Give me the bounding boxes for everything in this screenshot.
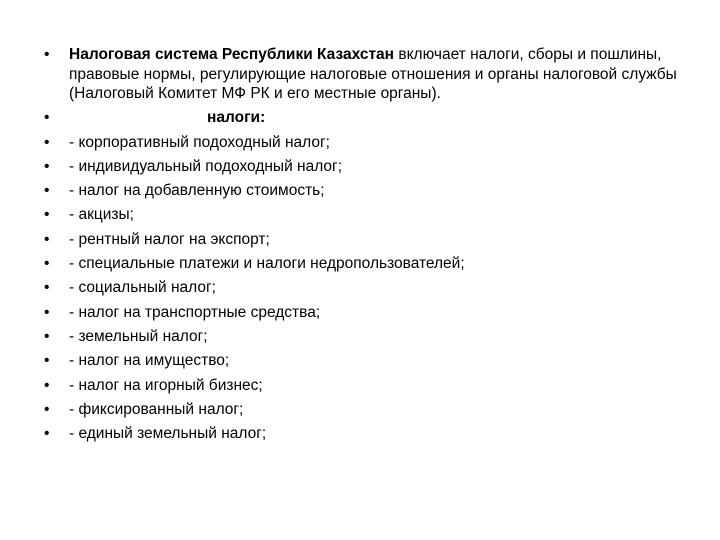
list-item-text: - единый земельный налог; xyxy=(69,425,267,443)
bullet-list xyxy=(44,45,684,448)
list-item xyxy=(44,376,684,396)
list-item xyxy=(44,278,684,298)
list-item xyxy=(44,205,684,225)
list-item xyxy=(44,157,684,177)
bullet-dot-icon: • xyxy=(44,327,50,345)
bullet-dot-icon: • xyxy=(44,206,50,224)
list-item xyxy=(44,327,684,347)
list-item xyxy=(44,254,684,274)
list-item-text: - налог на добавленную стоимость; xyxy=(69,182,325,200)
bullet-dot-icon: • xyxy=(44,352,50,370)
bullet-dot-icon: • xyxy=(44,400,50,418)
list-item xyxy=(44,133,684,153)
list-item-text: - индивидуальный подоходный налог; xyxy=(69,157,343,175)
list-item xyxy=(44,400,684,420)
list-item-text: - фиксированный налог; xyxy=(69,400,244,418)
bullet-dot-icon: • xyxy=(44,255,50,273)
bullet-dot-icon: • xyxy=(44,425,50,443)
list-item xyxy=(44,351,684,371)
list-item xyxy=(44,181,684,201)
list-item-text: - социальный налог; xyxy=(69,279,216,297)
taxes-heading: налоги: xyxy=(207,109,266,127)
bullet-dot-icon: • xyxy=(44,182,50,200)
bullet-dot-icon: • xyxy=(44,46,50,63)
list-item-text: - специальные платежи и налоги недропользователей; xyxy=(69,255,465,273)
list-item xyxy=(44,424,684,444)
intro-rest: включает налоги, сборы и пошлины, правовые нормы, регулирующие налоговые отношения и органы налоговой службы (Налоговый Комитет МФ РК и его местные органы). xyxy=(69,46,677,102)
list-item-text: - акцизы; xyxy=(69,206,134,224)
intro-lead: Налоговая система Республики Казахстан xyxy=(69,46,395,63)
bullet-dot-icon: • xyxy=(44,157,50,175)
bullet-dot-icon: • xyxy=(44,279,50,297)
list-item xyxy=(44,230,684,250)
bullet-dot-icon: • xyxy=(44,230,50,248)
taxes-heading-item xyxy=(44,108,684,128)
list-item-text: - налог на транспортные средства; xyxy=(69,303,321,321)
list-item-text: - корпоративный подоходный налог; xyxy=(69,133,330,151)
list-item-text: - налог на игорный бизнес; xyxy=(69,376,263,394)
list-item-text: - рентный налог на экспорт; xyxy=(69,230,270,248)
intro-paragraph xyxy=(44,45,684,104)
bullet-dot-icon: • xyxy=(44,376,50,394)
list-item xyxy=(44,303,684,323)
bullet-dot-icon: • xyxy=(44,109,50,127)
bullet-dot-icon: • xyxy=(44,133,50,151)
bullet-dot-icon: • xyxy=(44,303,50,321)
list-item-text: - налог на имущество; xyxy=(69,352,230,370)
list-item-text: - земельный налог; xyxy=(69,327,208,345)
